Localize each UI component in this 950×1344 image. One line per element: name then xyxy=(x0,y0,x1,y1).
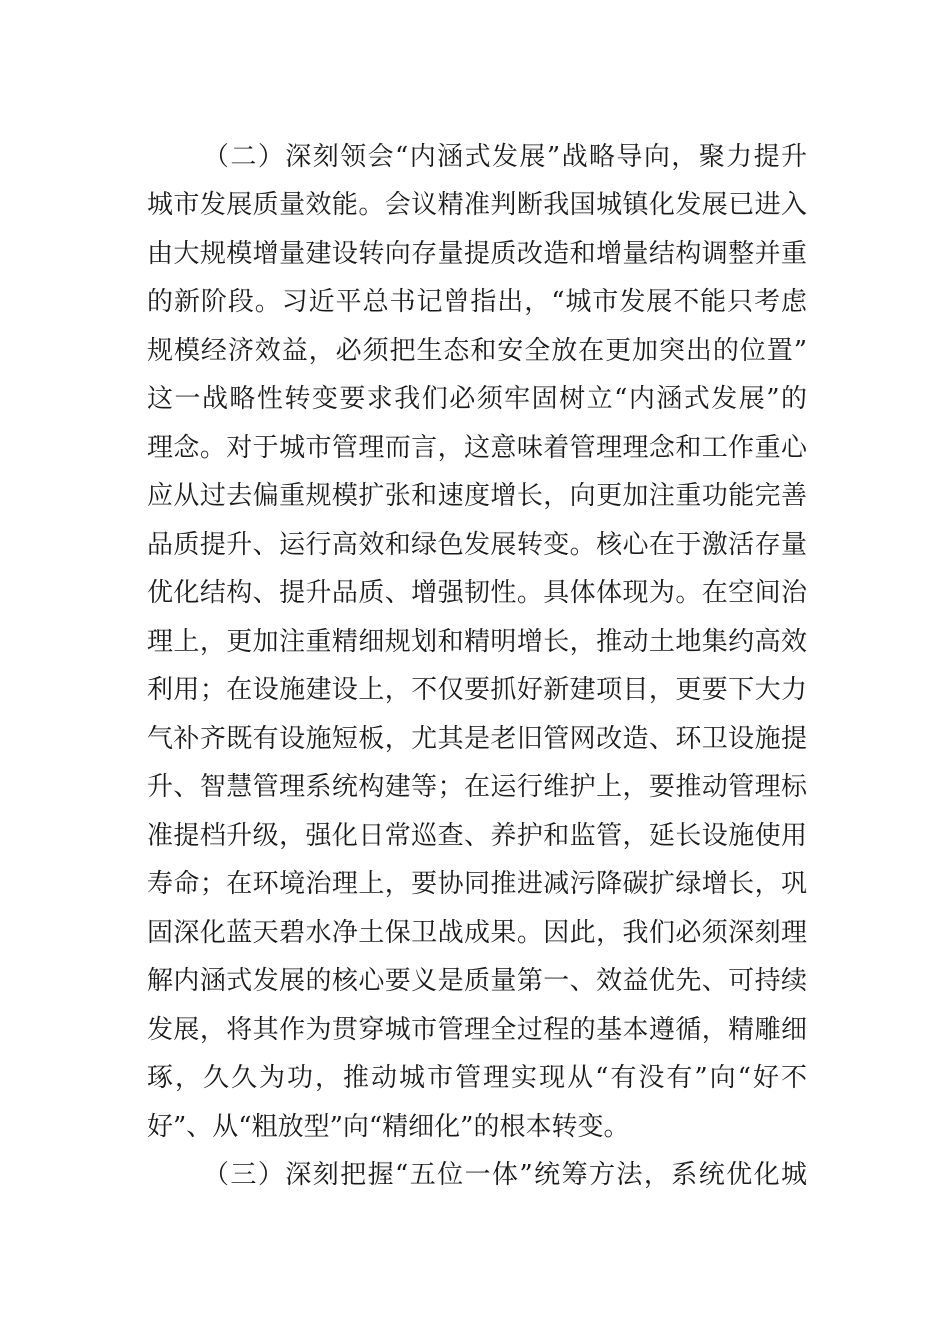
paragraph-line: 好”、从“粗放型”向“精细化”的根本转变。 xyxy=(147,1112,630,1142)
paragraph-line: 准提档升级，强化日常巡查、养护和监管，延长设施使用 xyxy=(147,821,807,851)
paragraph-line: （三）深刻把握“五位一体”统筹方法，系统优化城 xyxy=(203,1160,807,1190)
paragraph-line: 应从过去偏重规模扩张和速度增长，向更加注重功能完善 xyxy=(147,481,807,511)
paragraph-line: 寿命；在环境治理上，要协同推进减污降碳扩绿增长，巩 xyxy=(147,869,807,899)
paragraph-line: 固深化蓝天碧水净土保卫战成果。因此，我们必须深刻理 xyxy=(147,918,807,948)
paragraph-line: 利用；在设施建设上，不仅要抓好新建项目，更要下大力 xyxy=(147,675,807,705)
paragraph-line: 城市发展质量效能。会议精准判断我国城镇化发展已进入 xyxy=(147,190,807,220)
paragraph-line: 发展，将其作为贯穿城市管理全过程的基本遵循，精雕细 xyxy=(147,1015,807,1045)
paragraph-line: 琢，久久为功，推动城市管理实现从“有没有”向“好不 xyxy=(147,1063,807,1093)
paragraph-line: 优化结构、提升品质、增强韧性。具体体现为。在空间治 xyxy=(147,578,807,608)
paragraph-line: 理上，更加注重精细规划和精明增长，推动土地集约高效 xyxy=(147,627,807,657)
paragraph-line: （二）深刻领会“内涵式发展”战略导向，聚力提升 xyxy=(203,142,807,172)
paragraph-line: 气补齐既有设施短板，尤其是老旧管网改造、环卫设施提 xyxy=(147,724,807,754)
paragraph-line: 品质提升、运行高效和绿色发展转变。核心在于激活存量 xyxy=(147,530,807,560)
paragraph-line: 这一战略性转变要求我们必须牢固树立“内涵式发展”的 xyxy=(147,384,807,414)
paragraph-line: 解内涵式发展的核心要义是质量第一、效益优先、可持续 xyxy=(147,966,807,996)
paragraph-line: 由大规模增量建设转向存量提质改造和增量结构调整并重 xyxy=(147,239,807,269)
paragraph-line: 规模经济效益，必须把生态和安全放在更加突出的位置” xyxy=(147,336,807,366)
paragraph-line: 升、智慧管理系统构建等；在运行维护上，要推动管理标 xyxy=(147,772,807,802)
paragraph-line: 理念。对于城市管理而言，这意味着管理理念和工作重心 xyxy=(147,433,807,463)
paragraph-line: 的新阶段。习近平总书记曾指出，“城市发展不能只考虑 xyxy=(147,287,807,317)
